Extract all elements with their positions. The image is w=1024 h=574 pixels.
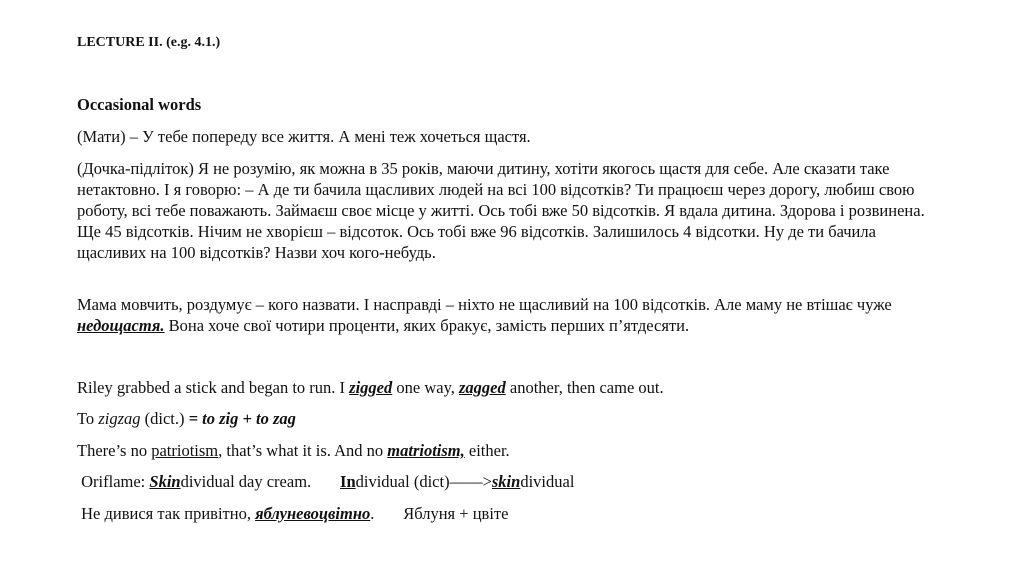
zigzag-line bbox=[77, 408, 296, 429]
mother-line: (Мати) – У тебе попереду все життя. А мені теж хочеться щастя. bbox=[77, 127, 531, 146]
mama-text-after: Вона хоче свої чотири проценти, яких бракує, замість перших п’ятдесяти. bbox=[164, 316, 690, 335]
apple-text-1: Не дивися так привітно, bbox=[77, 504, 256, 523]
oriflame-text-4: dividual bbox=[520, 472, 575, 491]
zigzag-formula: = to zig + to zag bbox=[188, 409, 296, 428]
oriflame-text-2: dividual day cream. bbox=[180, 472, 341, 491]
oriflame-text-3: dividual (dict)——> bbox=[355, 472, 492, 491]
riley-line bbox=[77, 377, 664, 398]
riley-text-3: another, then came out. bbox=[505, 378, 664, 397]
riley-word-zigged: zigged bbox=[349, 378, 393, 397]
riley-text-2: one way, bbox=[392, 378, 460, 397]
patriotism-text-2: , that’s what it is. And no bbox=[218, 441, 388, 460]
mama-highlight-word: недощастя. bbox=[77, 316, 165, 335]
apple-word: яблуневоцвітно bbox=[255, 504, 371, 523]
patriotism-text-3: either. bbox=[464, 441, 510, 460]
oriflame-word-in: In bbox=[340, 472, 356, 491]
oriflame-line bbox=[77, 471, 574, 492]
zigzag-word: zigzag bbox=[98, 409, 141, 428]
oriflame-text-1: Oriflame: bbox=[77, 472, 150, 491]
patriotism-line bbox=[77, 440, 510, 461]
riley-word-zagged: zagged bbox=[459, 378, 506, 397]
oriflame-word-skin: Skin bbox=[149, 472, 181, 491]
daughter-paragraph: (Дочка-підліток) Я не розумію, як можна в 35 років, маючи дитину, хотіти якогось щастя для себе. Але сказати таке нетактовно. І я говорю: – А де ти бачила щасливих людей на всі 100 відсотків? Ти працюєш через дорогу, любиш свою роботу, всі тебе поважають. Займаєш своє місце у житті. Ось тобі вже 50 відсотків. Я вдала дитина. Здорова і розвинена. Ще 45 відсотків. Нічим не хворієш – відсоток. Ось тобі вже 96 відсотків. Залишилось 4 відсотки. Ну де ти бачила щасливих на 100 відсотків? Назви хоч кого-небудь. bbox=[77, 159, 925, 262]
mama-text-before: Мама мовчить, роздумує – кого назвати. І насправді – ніхто не щасливий на 100 відсотків. Але маму не втішає чуже bbox=[77, 295, 892, 314]
patriotism-text-1: There’s no bbox=[77, 441, 152, 460]
mama-paragraph bbox=[77, 294, 937, 336]
patriotism-word: patriotism bbox=[151, 441, 219, 460]
lecture-title: LECTURE II. (e.g. 4.1.) bbox=[77, 35, 221, 50]
zigzag-text-1: To bbox=[77, 409, 99, 428]
zigzag-text-2: (dict.) bbox=[140, 409, 189, 428]
apple-line bbox=[77, 503, 508, 524]
oriflame-word-skin-2: skin bbox=[491, 472, 521, 491]
apple-text-2: . Яблуня + цвіте bbox=[370, 504, 509, 523]
section-title: Occasional words bbox=[77, 95, 202, 114]
riley-text-1: Riley grabbed a stick and began to run. I bbox=[77, 378, 350, 397]
matriotism-word: matriotism, bbox=[387, 441, 465, 460]
